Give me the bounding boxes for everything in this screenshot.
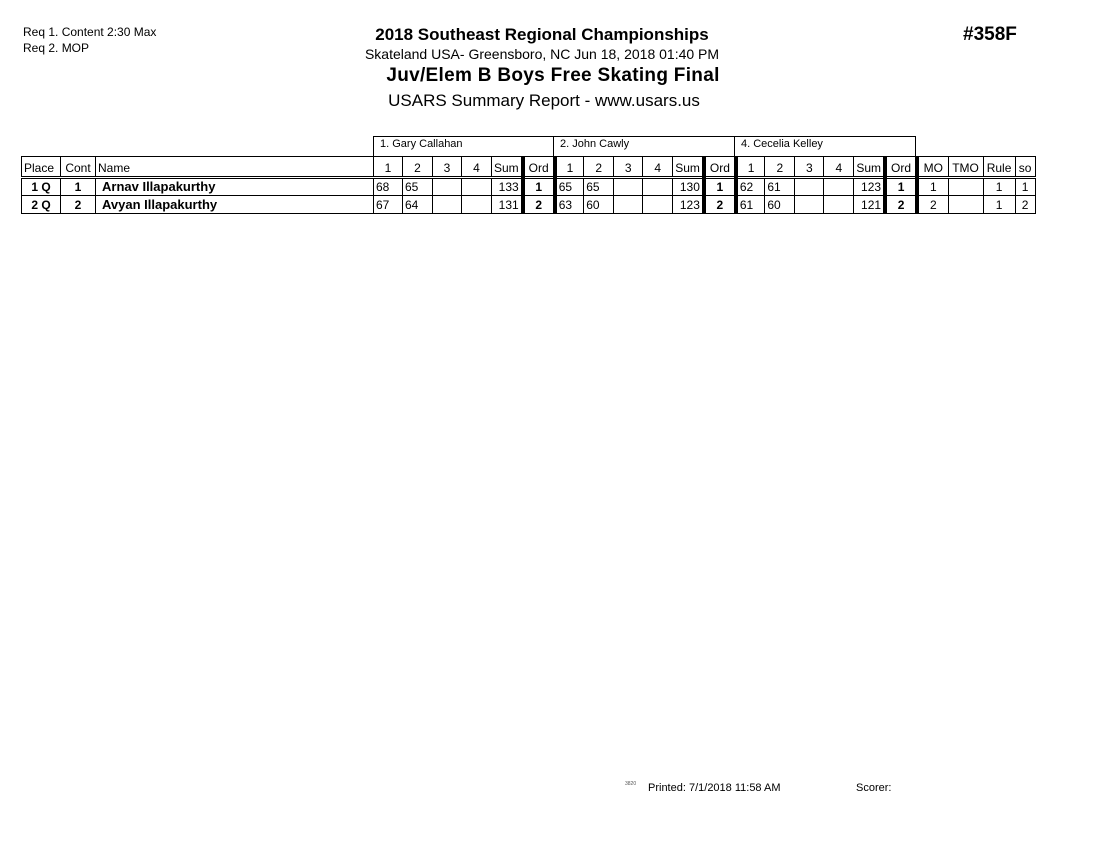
j1-col-ord: Ord — [523, 157, 555, 178]
score-cell: 67 — [374, 196, 403, 214]
results-table — [21, 156, 1036, 214]
score-cell: 62 — [736, 178, 765, 196]
score-cell: 61 — [736, 196, 765, 214]
sum-cell: 123 — [673, 196, 704, 214]
col-name: Name — [96, 157, 374, 178]
rule-cell: 1 — [983, 178, 1015, 196]
score-cell — [824, 178, 854, 196]
ord-cell: 1 — [885, 178, 917, 196]
judge-header-1: 1. Gary Callahan — [373, 136, 554, 156]
requirement-2: Req 2. MOP — [23, 41, 90, 55]
ord-cell: 2 — [523, 196, 555, 214]
score-cell — [614, 196, 643, 214]
sum-cell: 131 — [492, 196, 523, 214]
footer-code: 3820 — [625, 781, 637, 787]
tmo-cell — [948, 178, 983, 196]
j3-col-3: 3 — [795, 157, 824, 178]
score-cell: 65 — [555, 178, 584, 196]
score-cell: 63 — [555, 196, 584, 214]
sum-cell: 121 — [854, 196, 885, 214]
requirement-1: Req 1. Content 2:30 Max — [23, 25, 157, 39]
score-cell — [462, 178, 492, 196]
mo-cell: 2 — [917, 196, 948, 214]
j1-col-4: 4 — [462, 157, 492, 178]
sum-cell: 123 — [854, 178, 885, 196]
j3-col-4: 4 — [824, 157, 854, 178]
ord-cell: 2 — [885, 196, 917, 214]
judge-header-3: 4. Cecelia Kelley — [734, 136, 916, 156]
event-number: #358F — [963, 24, 1017, 45]
j3-col-1: 1 — [736, 157, 765, 178]
j3-col-2: 2 — [765, 157, 795, 178]
score-cell — [795, 196, 824, 214]
score-cell — [614, 178, 643, 196]
cont-cell: 1 — [61, 178, 96, 196]
col-place: Place — [22, 157, 61, 178]
j2-col-2: 2 — [584, 157, 614, 178]
col-so: so — [1015, 157, 1035, 178]
j1-col-1: 1 — [374, 157, 403, 178]
col-rule: Rule — [983, 157, 1015, 178]
j2-col-3: 3 — [614, 157, 643, 178]
sum-cell: 133 — [492, 178, 523, 196]
ord-cell: 1 — [704, 178, 736, 196]
score-cell — [824, 196, 854, 214]
j2-col-4: 4 — [643, 157, 673, 178]
j2-col-sum: Sum — [673, 157, 704, 178]
score-cell: 65 — [584, 178, 614, 196]
score-cell: 60 — [765, 196, 795, 214]
j3-col-sum: Sum — [854, 157, 885, 178]
report-title: USARS Summary Report - www.usars.us — [388, 91, 700, 110]
venue-date: Skateland USA- Greensboro, NC Jun 18, 2018 01:40 PM — [364, 46, 720, 62]
score-cell: 64 — [403, 196, 433, 214]
competition-title: 2018 Southeast Regional Championships — [375, 25, 709, 44]
ord-cell: 2 — [704, 196, 736, 214]
score-cell: 61 — [765, 178, 795, 196]
rule-cell: 1 — [983, 196, 1015, 214]
j3-col-ord: Ord — [885, 157, 917, 178]
score-cell — [433, 196, 462, 214]
ord-cell: 1 — [523, 178, 555, 196]
sum-cell: 130 — [673, 178, 704, 196]
header-row — [22, 157, 1036, 178]
score-cell — [433, 178, 462, 196]
table-row — [22, 178, 1036, 196]
cont-cell: 2 — [61, 196, 96, 214]
score-cell — [643, 178, 673, 196]
place-cell: 1 Q — [22, 178, 61, 196]
score-cell — [643, 196, 673, 214]
col-tmo: TMO — [948, 157, 983, 178]
event-title: Juv/Elem B Boys Free Skating Final — [386, 65, 720, 86]
score-cell: 60 — [584, 196, 614, 214]
printed-timestamp: Printed: 7/1/2018 11:58 AM — [648, 782, 781, 794]
col-mo: MO — [917, 157, 948, 178]
place-cell: 2 Q — [22, 196, 61, 214]
mo-cell: 1 — [917, 178, 948, 196]
scorer-label: Scorer: — [856, 782, 892, 794]
score-cell — [795, 178, 824, 196]
j2-col-ord: Ord — [704, 157, 736, 178]
so-cell: 1 — [1015, 178, 1035, 196]
score-cell — [462, 196, 492, 214]
skater-name: Arnav Illapakurthy — [96, 178, 374, 196]
score-cell: 68 — [374, 178, 403, 196]
skater-name: Avyan Illapakurthy — [96, 196, 374, 214]
score-cell: 65 — [403, 178, 433, 196]
j1-col-2: 2 — [403, 157, 433, 178]
table-row — [22, 196, 1036, 214]
judge-header-2: 2. John Cawly — [553, 136, 735, 156]
tmo-cell — [948, 196, 983, 214]
col-cont: Cont — [61, 157, 96, 178]
j1-col-sum: Sum — [492, 157, 523, 178]
j2-col-1: 1 — [555, 157, 584, 178]
so-cell: 2 — [1015, 196, 1035, 214]
j1-col-3: 3 — [433, 157, 462, 178]
